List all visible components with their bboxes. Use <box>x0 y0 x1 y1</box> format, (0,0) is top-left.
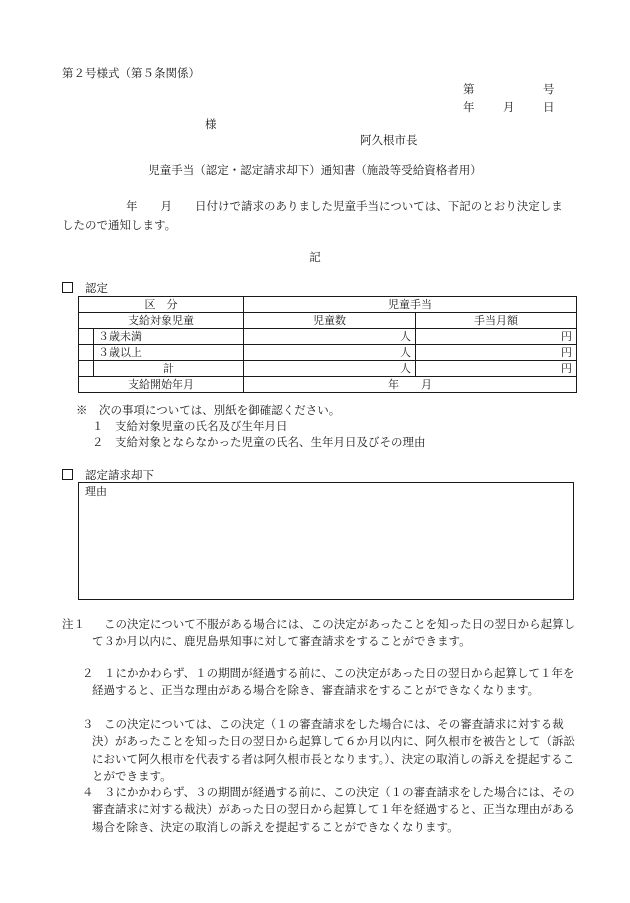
count-cell: 人 <box>244 345 416 361</box>
checkbox-rejection[interactable] <box>62 469 73 480</box>
footnote-4 <box>82 784 578 836</box>
notes-intro: ※ 次の事項については、別紙を御確認ください。 <box>76 403 341 417</box>
recipient-suffix: 様 <box>205 117 217 131</box>
form-label: 第２号様式（第５条関係） <box>62 66 200 80</box>
footnote-text: この決定について不服がある場合には、この決定があったことを知った日の翌日から起算して３か月以内に、鹿児島県知事に対して審査請求をすることができます。 <box>92 617 576 649</box>
header-kubun: 区 分 <box>79 297 244 313</box>
header-child-count: 児童数 <box>244 313 416 329</box>
body-text <box>62 197 574 234</box>
row-label: ３歳未満 <box>94 329 244 345</box>
section-approval-label: 認定 <box>85 281 108 295</box>
reason-label: 理由 <box>85 485 107 498</box>
footnote-number: 注１ <box>62 617 85 631</box>
section-approval-heading <box>62 281 108 297</box>
indent-cell <box>79 329 94 345</box>
start-month-value: 年 月 <box>244 377 577 393</box>
amount-cell: 円 <box>416 361 577 377</box>
document-number <box>463 82 563 98</box>
amount-cell: 円 <box>416 345 577 361</box>
issue-date <box>463 100 563 116</box>
footnote-text: この決定については、この決定（１の審査請求をした場合には、その審査請求に対する裁決）があったことを知った日の翌日から起算して６か月以内に、阿久根市を被告として（訴訟において阿久根市を代表する者は阿久根市長となります。）、決定の取消しの訴えを提起することができます。 <box>92 717 575 784</box>
body-text-content: 年 月 日付けで請求のありました児童手当については、下記のとおり決定しましたので通知します。 <box>62 199 563 232</box>
section-rejection-label: 認定請求却下 <box>85 468 154 482</box>
footnote-number: ４ <box>82 785 94 799</box>
footnote-2 <box>82 665 578 700</box>
issuer: 阿久根市長 <box>360 133 418 147</box>
footnote-text: １にかかわらず、１の期間が経過する前に、この決定があった日の翌日から起算して１年を経過すると、正当な理由がある場合を除き、審査請求をすることができなくなります。 <box>92 666 575 698</box>
reason-box[interactable] <box>78 482 574 600</box>
table-row <box>79 361 577 377</box>
ki-heading: 記 <box>309 250 321 264</box>
docno-suffix: 号 <box>543 82 555 96</box>
indent-cell <box>79 345 94 361</box>
row-label-total: 計 <box>94 361 244 377</box>
checkbox-approval[interactable] <box>62 282 73 293</box>
footnote-number: ２ <box>82 666 94 680</box>
footnote-1 <box>62 616 578 651</box>
amount-cell: 円 <box>416 329 577 345</box>
table-row <box>79 313 577 329</box>
date-year: 年 <box>463 100 475 114</box>
document-title: 児童手当（認定・認定請求却下）通知書（施設等受給資格者用） <box>148 163 482 177</box>
header-child-allowance: 児童手当 <box>244 297 577 313</box>
header-eligible-children: 支給対象児童 <box>79 313 244 329</box>
notes-item: ２ 支給対象とならなかった児童の氏名、生年月日及びその理由 <box>92 435 426 449</box>
table-row <box>79 345 577 361</box>
header-monthly-amount: 手当月額 <box>416 313 577 329</box>
indent-cell <box>79 361 94 377</box>
table-row <box>79 329 577 345</box>
table-row <box>79 377 577 393</box>
footnote-number: ３ <box>82 717 94 731</box>
count-cell: 人 <box>244 329 416 345</box>
table-row <box>79 297 577 313</box>
date-month: 月 <box>503 100 515 114</box>
start-month-label: 支給開始年月 <box>79 377 244 393</box>
docno-prefix: 第 <box>463 82 475 96</box>
row-label: ３歳以上 <box>94 345 244 361</box>
notes-item: １ 支給対象児童の氏名及び生年月日 <box>92 419 288 433</box>
footnote-text: ３にかかわらず、３の期間が経過する前に、この決定（１の審査請求をした場合には、その審査請求に対する裁決）があった日の翌日から起算して１年を経過すると、正当な理由がある場合を除き、決定の取消しの訴えを提起することができなくなります。 <box>92 785 575 834</box>
date-day: 日 <box>543 100 555 114</box>
footnote-3 <box>82 716 578 786</box>
count-cell: 人 <box>244 361 416 377</box>
approval-table <box>78 296 577 393</box>
